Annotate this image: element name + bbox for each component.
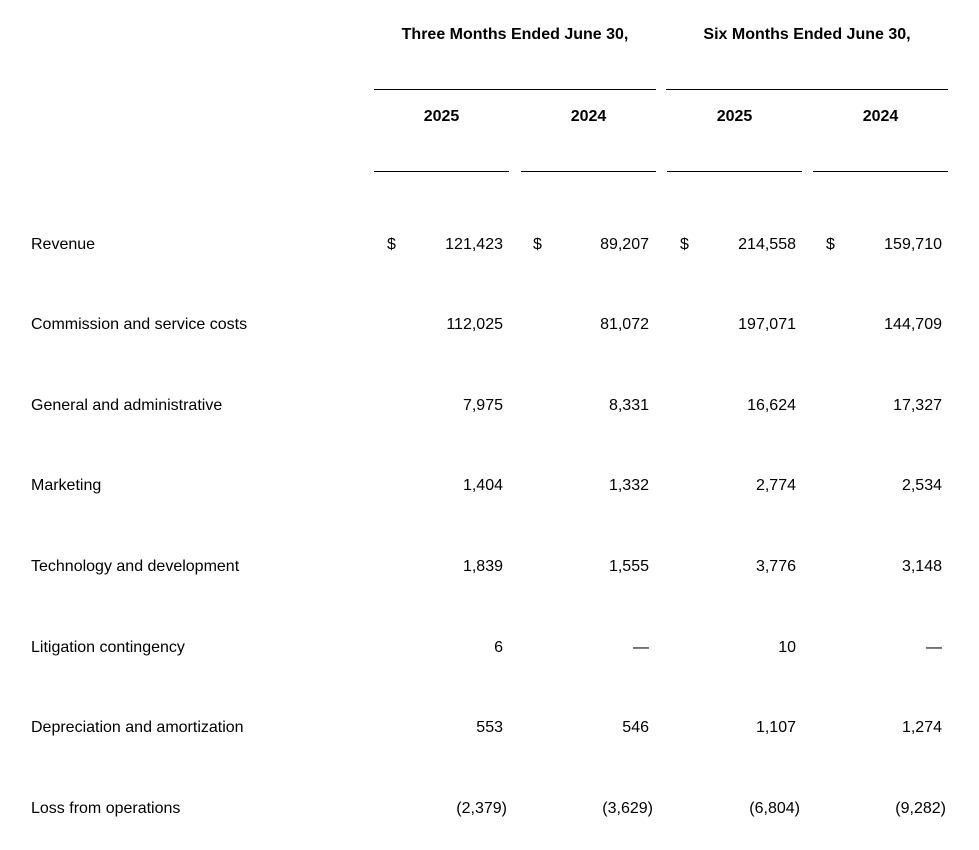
cell-value: 1,404 [462, 477, 503, 494]
year-underline-3 [667, 171, 802, 172]
cell-value: 3,776 [755, 558, 796, 575]
row-label: Technology and development [31, 558, 240, 575]
cell-value: 214,558 [738, 236, 796, 253]
cell-value: 546 [622, 719, 649, 736]
row-label: Revenue [31, 236, 96, 253]
cell-value: 159,710 [884, 236, 942, 253]
year-header-three-months-2025: 2025 [423, 108, 460, 125]
cell-value: 121,423 [445, 236, 503, 253]
cell-value: 144,709 [884, 316, 942, 333]
cell-value: (2,379) [456, 800, 507, 817]
cell-value: (9,282) [895, 800, 946, 817]
cell-value: 6 [494, 639, 503, 656]
year-header-six-months-2025: 2025 [716, 108, 753, 125]
cell-value: 197,071 [738, 316, 796, 333]
cell-value: — [926, 639, 942, 656]
row-label: General and administrative [31, 397, 223, 414]
row-label: Loss from operations [31, 800, 181, 817]
year-underline-2 [521, 171, 656, 172]
cell-value: 1,274 [901, 719, 942, 736]
cell-value: (3,629) [602, 800, 653, 817]
cell-value: 1,555 [608, 558, 649, 575]
currency-symbol: $ [826, 236, 835, 253]
cell-value: — [633, 639, 649, 656]
cell-value: 10 [778, 639, 796, 656]
cell-value: (6,804) [749, 800, 800, 817]
cell-value: 7,975 [462, 397, 503, 414]
year-underline-1 [374, 171, 509, 172]
cell-value: 1,332 [608, 477, 649, 494]
cell-value: 1,107 [755, 719, 796, 736]
currency-symbol: $ [680, 236, 689, 253]
group-underline-six-months [666, 89, 948, 90]
cell-value: 112,025 [446, 316, 503, 333]
row-label: Marketing [31, 477, 102, 494]
header-six-months: Six Months Ended June 30, [703, 26, 911, 43]
group-underline-three-months [374, 89, 656, 90]
row-label: Litigation contingency [31, 639, 185, 656]
year-header-six-months-2024: 2024 [862, 108, 899, 125]
cell-value: 2,534 [901, 477, 942, 494]
cell-value: 17,327 [893, 397, 942, 414]
cell-value: 1,839 [462, 558, 503, 575]
cell-value: 8,331 [608, 397, 649, 414]
header-three-months: Three Months Ended June 30, [401, 26, 629, 43]
cell-value: 81,072 [600, 316, 649, 333]
year-underline-4 [813, 171, 948, 172]
cell-value: 2,774 [755, 477, 796, 494]
currency-symbol: $ [387, 236, 396, 253]
currency-symbol: $ [533, 236, 542, 253]
year-header-three-months-2024: 2024 [570, 108, 607, 125]
cell-value: 89,207 [600, 236, 649, 253]
cell-value: 553 [476, 719, 503, 736]
row-label: Commission and service costs [31, 316, 248, 333]
cell-value: 3,148 [901, 558, 942, 575]
row-label: Depreciation and amortization [31, 719, 244, 736]
cell-value: 16,624 [747, 397, 796, 414]
